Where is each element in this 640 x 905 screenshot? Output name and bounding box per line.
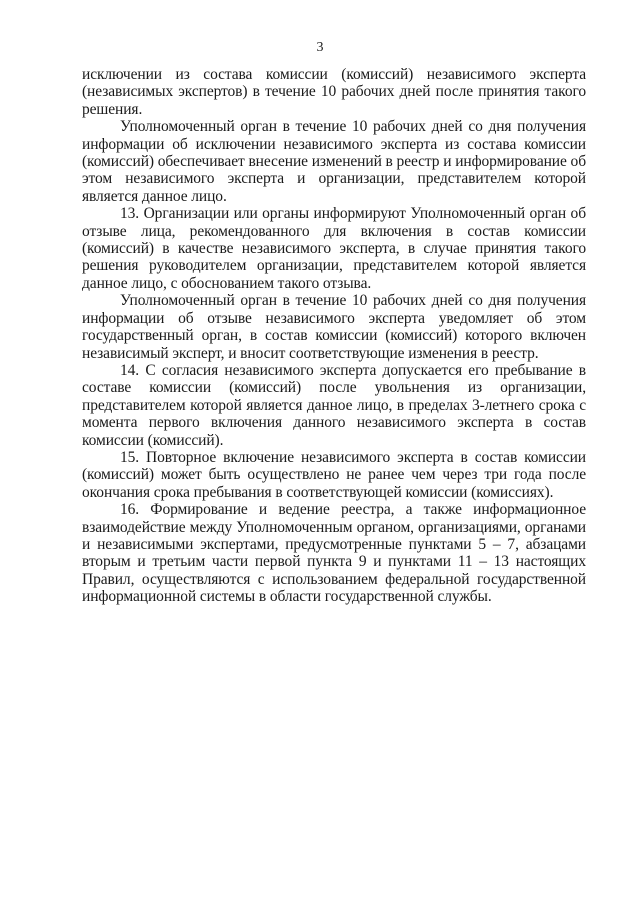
page-number: 3 [316, 40, 324, 55]
document-body [82, 66, 586, 606]
paragraph-authority-recall-notice: Уполномоченный орган в течение 10 рабочих дней со дня получения информации об отзыве независимого эксперта уведомляет об этом государственный орган, в состав комиссии (комиссий) которого включен независимый эксперт, и вносит соответствующие изменения в реестр. [82, 292, 586, 362]
paragraph-authority-exclusion-update: Уполномоченный орган в течение 10 рабочих дней со дня получения информации об исключении независимого эксперта из состава комиссии (комиссий) обеспечивает внесение изменений в реестр и информирование об этом независимого эксперта и организации, представителем которой является данное лицо. [82, 118, 586, 205]
paragraph-continuation: исключении из состава комиссии (комиссий) независимого эксперта (независимых экспертов) в течение 10 рабочих дней после принятия такого решения. [82, 66, 586, 118]
paragraph-clause-14: 14. С согласия независимого эксперта допускается его пребывание в составе комиссии (комиссий) после увольнения из организации, представителем которой является данное лицо, в пределах 3-летнего срока с момента первого включения данного независимого эксперта в состав комиссии (комиссий). [82, 361, 586, 449]
paragraph-clause-13: 13. Организации или органы информируют Уполномоченный орган об отзыве лица, рекомендованного для включения в состав комиссии (комиссий) в качестве независимого эксперта, в случае принятия такого решения руководителем организации, представителем которой является данное лицо, с обоснованием такого отзыва. [82, 205, 586, 292]
paragraph-clause-15: 15. Повторное включение независимого эксперта в состав комиссии (комиссий) может быть осуществлено не ранее чем через три года после окончания срока пребывания в соответствующей комиссии (комиссиях). [82, 448, 586, 501]
paragraph-clause-16: 16. Формирование и ведение реестра, а также информационное взаимодействие между Уполномоченным органом, организациями, органами и независимыми экспертами, предусмотренные пунктами 5 – 7, абзацами вторым и третьим части первой пункта 9 и пунктами 11 – 13 настоящих Правил, осуществляются с использованием федеральной государственной информационной системы в области государственной службы. [82, 501, 586, 606]
